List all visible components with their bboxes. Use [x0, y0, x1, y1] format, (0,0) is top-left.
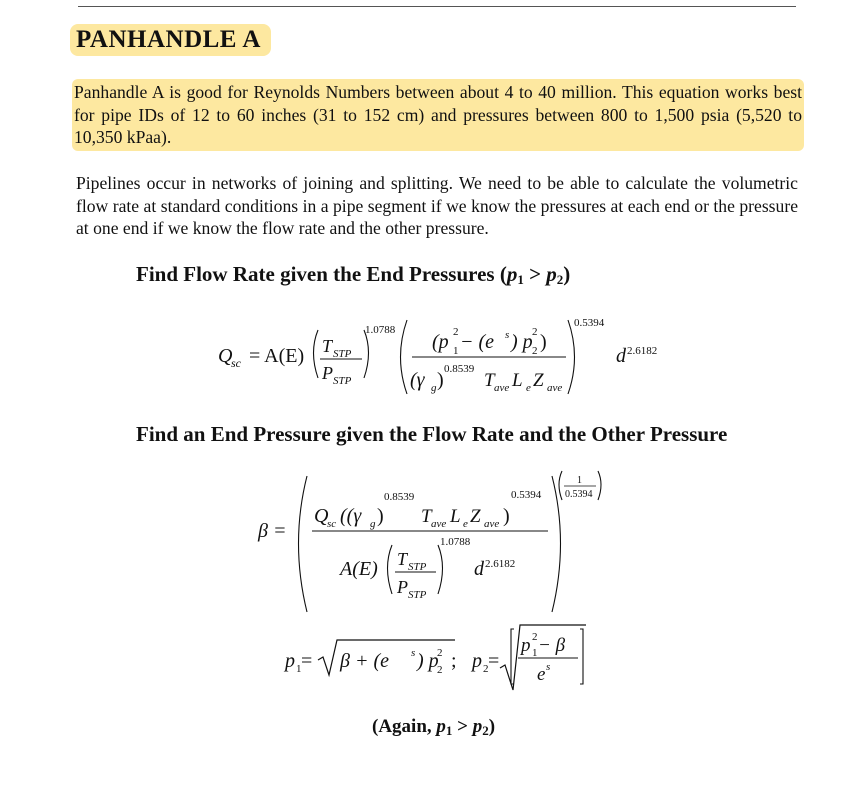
eq2-exp-inner: 0.5394 [511, 489, 542, 501]
eq2-q: Q [314, 505, 329, 527]
eq3-inside-sub: 2 [437, 664, 443, 676]
eq1-num-s: s [505, 329, 510, 341]
eq2-l: L [450, 506, 461, 527]
eq3-p2: p [472, 650, 482, 672]
eq2-ave: ave [431, 518, 447, 530]
eq3-bracket-left [511, 629, 514, 684]
eq1-num-sq1: 2 [453, 326, 459, 338]
eq2-outer-paren-right [552, 476, 561, 612]
eq2-tp-paren-left [388, 545, 393, 594]
eq2-exp-1: 1.0788 [440, 536, 471, 548]
eq2-p2-sub: STP [408, 589, 427, 601]
eq2-t2-sub: STP [408, 561, 427, 573]
eq1-den-z: Z [533, 370, 544, 391]
eq1-den-g: (γ [410, 369, 425, 391]
eq1-num-sq2: 2 [532, 326, 538, 338]
networks-paragraph: Pipelines occur in networks of joining and splitting. We need to be able to calculate the volumetric flow rate at standard conditions in a pipe segment if we know the pressures at each end or the pressure at one end if we know the flow rate and the other pressure. [76, 173, 798, 238]
eq3-p2-sub: 2 [483, 663, 489, 675]
eq3-eq2: = [488, 650, 500, 672]
eq2-exp-d: 2.6182 [485, 558, 516, 570]
eq3-inside1b: ) p [417, 650, 439, 672]
eq3-bracket-right [580, 629, 583, 684]
subheading-again: (Again, $p_1 > p_2$) [372, 716, 496, 738]
eq2-e: e [463, 518, 468, 530]
eq2-close: ) [503, 505, 510, 527]
eq1-exp-outer: 0.5394 [574, 317, 605, 329]
eq1-equals: = A(E) [249, 345, 305, 367]
eq1-num-sub2: 2 [532, 345, 538, 357]
eq1-exp-g: 0.8539 [444, 363, 475, 375]
eq2-exp-one: 1 [577, 475, 582, 486]
eq3-p1: p [285, 650, 295, 672]
eq1-paren-right [364, 330, 369, 378]
eq2-a: A(E) [340, 558, 378, 580]
eq1-num-sub1: 1 [453, 345, 459, 357]
eq3-separator: ; [451, 650, 457, 672]
eq2-exp-den: 0.5394 [565, 489, 593, 500]
eq1-exp-d: 2.6182 [627, 345, 658, 357]
eq1-q-sub: sc [231, 356, 241, 370]
eq2-g-sub: g [370, 518, 376, 530]
eq1-num-mid: − (e [460, 331, 495, 353]
eq2-t2: T [397, 549, 408, 569]
eq3-num-sub: 1 [532, 647, 538, 659]
flow-rate-equation [218, 317, 657, 394]
eq1-p-sub: STP [333, 375, 352, 387]
eq2-exp-g: 0.8539 [384, 491, 415, 503]
eq1-q: Q [218, 345, 233, 367]
eq2-t: T [421, 506, 432, 527]
eq1-exp-1: 1.0788 [365, 324, 396, 336]
eq1-num-close: ) [540, 331, 547, 353]
eq1-big-paren-right [568, 320, 575, 394]
eq3-num-rest: − β [538, 635, 566, 656]
eq2-p2: P [397, 577, 408, 597]
eq3-inside1: β + (e [340, 650, 389, 672]
eq1-num: (p [432, 331, 449, 353]
eq1-den-ave: ave [494, 382, 510, 394]
eq1-big-paren-left [401, 320, 408, 394]
eq1-num-p2: ) p [511, 331, 533, 353]
eq2-beta: β = [258, 520, 287, 542]
eq3-den-s: s [546, 661, 551, 673]
eq2-g-close: ) [377, 505, 384, 527]
eq2-ave2: ave [484, 518, 500, 530]
eq2-z: Z [470, 506, 481, 527]
eq2-g-open: ((γ [340, 505, 362, 527]
eq1-d: d [616, 345, 626, 367]
page-heading: PANHANDLE A [70, 24, 271, 56]
eq3-eq1: = [301, 650, 313, 672]
eq1-den-ave2: ave [547, 382, 563, 394]
eq1-den-e: e [526, 382, 531, 394]
eq1-t-sub: STP [333, 348, 352, 360]
eq1-p: P [322, 363, 333, 383]
eq1-den-g-close: ) [437, 369, 444, 391]
eq2-outer-paren-left [299, 476, 308, 612]
eq2-exp-paren-right [598, 471, 601, 500]
eq1-t: T [322, 336, 333, 356]
eq1-paren-left [314, 330, 319, 378]
subheading-flow-rate: Find Flow Rate given the End Pressures $(p_1 > p_2)$ [136, 262, 571, 287]
eq3-inside-sq: 2 [437, 647, 443, 659]
eq2-exp-paren-left [559, 471, 562, 500]
eq2-q-sub: sc [327, 518, 337, 530]
eq3-p1-sub: 1 [296, 663, 302, 675]
eq3-den-e: e [537, 664, 546, 685]
end-pressure-equations [283, 625, 586, 690]
eq1-den-l: L [512, 370, 523, 391]
beta-equation [257, 471, 601, 612]
eq3-num-p: p [521, 635, 531, 656]
subheading-end-pressure: Find an End Pressure given the Flow Rate and the Other Pressure [136, 422, 728, 446]
eq3-num-sq: 2 [532, 631, 538, 643]
eq1-den-g-sub: g [431, 382, 437, 394]
eq1-den-t: T [484, 370, 495, 391]
highlighted-paragraph: Panhandle A is good for Reynolds Numbers between about 4 to 40 million. This equation works best for pipe IDs of 12 to 60 inches (31 to 152 cm) and pressures between 800 to 1,500 psia (5,520 to 10,350 kPaa). [72, 79, 804, 151]
eq2-d: d [474, 558, 484, 580]
eq3-s: s [411, 647, 416, 659]
eq2-tp-paren-right [438, 545, 443, 594]
